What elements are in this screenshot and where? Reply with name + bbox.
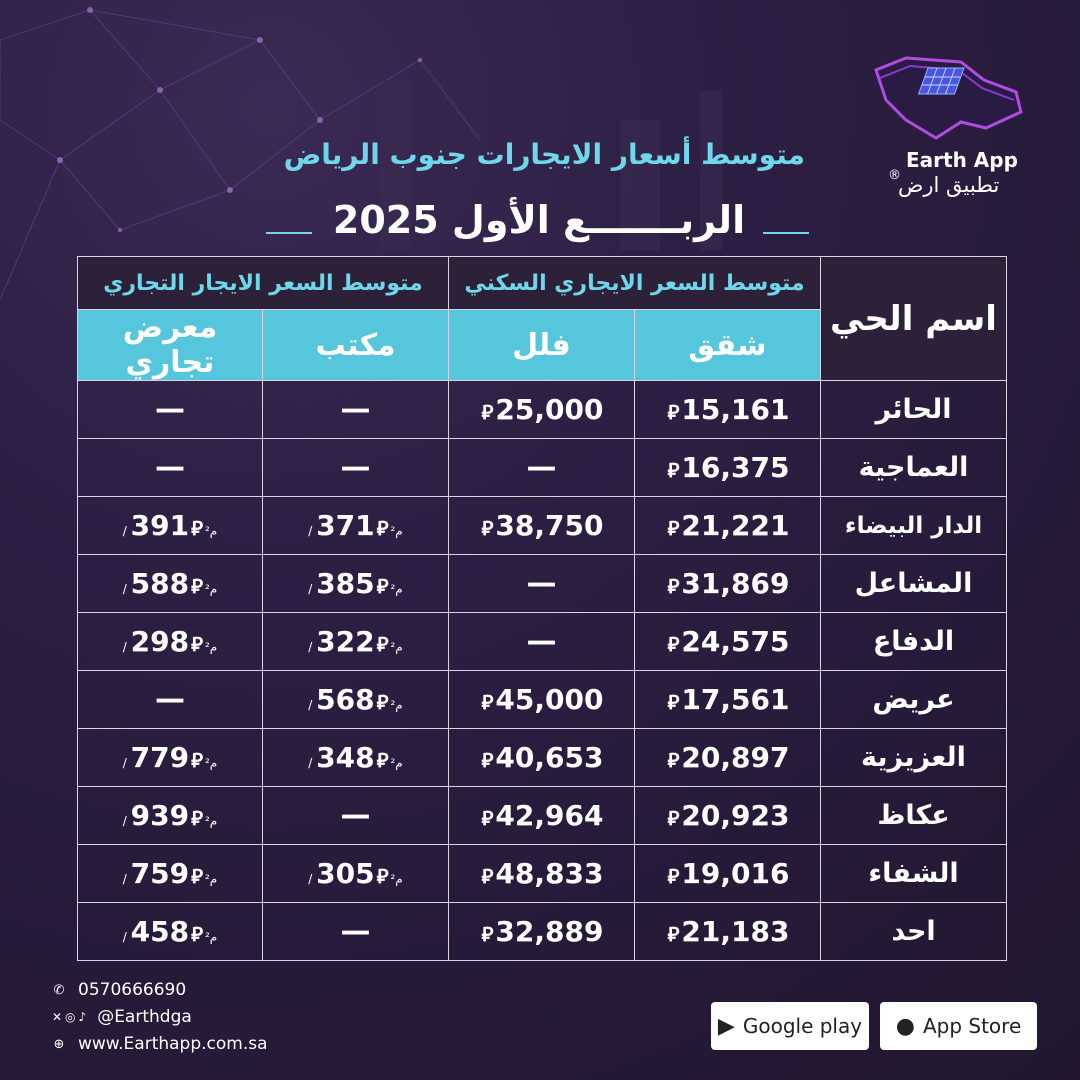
villas-column-header: فلل: [449, 310, 635, 381]
riyal-currency-icon: ⃁: [667, 806, 680, 830]
neighborhood-name-header: اسم الحي: [821, 257, 1007, 381]
price-value: 32,889: [495, 915, 604, 948]
registered-mark: ®: [888, 168, 901, 183]
app-store-label: App Store: [922, 1014, 1022, 1038]
price-value: 322: [316, 625, 375, 658]
neighborhood-name: عريض: [821, 671, 1007, 729]
table-row: [78, 787, 1007, 845]
neighborhood-name: الدار البيضاء: [821, 497, 1007, 555]
riyal-currency-icon: ⃁: [667, 574, 680, 598]
riyal-currency-icon: ⃁: [376, 690, 389, 714]
showroom-price: [78, 613, 263, 671]
apartments-price: [635, 555, 821, 613]
neighborhood-name: الحائر: [821, 381, 1007, 439]
subtitle-block: [266, 198, 811, 250]
subtitle-rule-right: [763, 232, 809, 234]
price-value: 24,575: [681, 625, 790, 658]
showroom-no-data: —: [78, 439, 263, 497]
villas-price: [449, 381, 635, 439]
price-value: 305: [316, 857, 375, 890]
table-row: [78, 439, 1007, 497]
contact-social: [52, 1007, 192, 1027]
price-value: 20,923: [681, 799, 790, 832]
price-value: 17,561: [681, 683, 790, 716]
neighborhood-name: الشفاء: [821, 845, 1007, 903]
apartments-price: [635, 439, 821, 497]
apartments-price: [635, 845, 821, 903]
office-no-data: —: [263, 787, 449, 845]
riyal-currency-icon: ⃁: [376, 864, 389, 888]
apartments-price: [635, 613, 821, 671]
riyal-currency-icon: ⃁: [667, 690, 680, 714]
price-value: 759: [130, 857, 190, 890]
showroom-price: [78, 845, 263, 903]
price-value: 21,183: [681, 915, 790, 948]
riyal-currency-icon: ⃁: [667, 922, 680, 946]
price-value: 48,833: [495, 857, 604, 890]
contact-phone: [52, 980, 186, 1000]
riyal-currency-icon: ⃁: [481, 690, 494, 714]
villas-price: [449, 497, 635, 555]
office-no-data: —: [263, 903, 449, 961]
per-sqm-unit: / م²: [122, 814, 218, 828]
riyal-currency-icon: ⃁: [191, 748, 203, 772]
table-row: [78, 381, 1007, 439]
price-value: 16,375: [681, 451, 790, 484]
price-value: 348: [316, 741, 375, 774]
phone-number: 0570666690: [78, 980, 187, 1000]
office-no-data: —: [263, 381, 449, 439]
apple-icon: ●: [895, 1013, 915, 1039]
per-sqm-unit: / م²: [308, 640, 403, 654]
earth-app-logo: [866, 50, 1026, 200]
riyal-currency-icon: ⃁: [667, 458, 680, 482]
social-handle: @Earthdga: [97, 1007, 192, 1027]
table-row: [78, 497, 1007, 555]
page-title: متوسط أسعار الايجارات جنوب الرياض: [283, 138, 805, 171]
per-sqm-unit: / م²: [308, 872, 403, 886]
table-row: [78, 729, 1007, 787]
price-value: 38,750: [495, 509, 604, 542]
price-value: 588: [130, 567, 190, 600]
google-play-icon: ▶: [717, 1013, 735, 1039]
per-sqm-unit: / م²: [308, 582, 403, 596]
price-value: 568: [316, 683, 375, 716]
price-value: 45,000: [495, 683, 604, 716]
price-value: 40,653: [495, 741, 604, 774]
riyal-currency-icon: ⃁: [376, 632, 389, 656]
showroom-price: [78, 729, 263, 787]
riyal-currency-icon: ⃁: [481, 864, 494, 888]
office-price: [263, 555, 449, 613]
price-value: 21,221: [681, 509, 790, 542]
riyal-currency-icon: ⃁: [667, 864, 680, 888]
riyal-currency-icon: ⃁: [481, 400, 494, 424]
office-price: [263, 729, 449, 787]
rent-prices-table: [77, 256, 1007, 961]
showroom-price: [78, 787, 263, 845]
apartments-price: [635, 787, 821, 845]
per-sqm-unit: / م²: [122, 524, 218, 538]
showroom-column-header: معرض تجاري: [78, 310, 263, 381]
showroom-price: [78, 497, 263, 555]
villas-price: [449, 671, 635, 729]
apartments-column-header: شقق: [635, 310, 821, 381]
per-sqm-unit: / م²: [308, 698, 403, 712]
price-value: 15,161: [681, 393, 790, 426]
riyal-currency-icon: ⃁: [481, 922, 494, 946]
table-row: [78, 671, 1007, 729]
price-value: 298: [130, 625, 190, 658]
riyal-currency-icon: ⃁: [667, 632, 680, 656]
office-column-header: مكتب: [263, 310, 449, 381]
riyal-currency-icon: ⃁: [191, 516, 203, 540]
riyal-currency-icon: ⃁: [191, 922, 203, 946]
neighborhood-name: احد: [821, 903, 1007, 961]
saudi-map-logo-icon: [866, 50, 1026, 145]
neighborhood-name: عكاظ: [821, 787, 1007, 845]
page-subtitle: الربـــــــع الأول 2025: [332, 198, 746, 242]
neighborhood-name: الدفاع: [821, 613, 1007, 671]
table-row: [78, 903, 1007, 961]
per-sqm-unit: / م²: [122, 930, 218, 944]
apartments-price: [635, 671, 821, 729]
website-link[interactable]: www.Earthapp.com.sa: [78, 1034, 268, 1054]
table-row: [78, 845, 1007, 903]
price-value: 42,964: [495, 799, 604, 832]
residential-rent-header: متوسط السعر الايجاري السكني: [449, 257, 821, 310]
apartments-price: [635, 497, 821, 555]
price-value: 939: [130, 799, 190, 832]
apartments-price: [635, 729, 821, 787]
riyal-currency-icon: ⃁: [376, 574, 389, 598]
table-row: [78, 555, 1007, 613]
price-value: 391: [130, 509, 190, 542]
showroom-price: [78, 555, 263, 613]
per-sqm-unit: / م²: [122, 582, 218, 596]
office-price: [263, 845, 449, 903]
riyal-currency-icon: ⃁: [481, 516, 494, 540]
riyal-currency-icon: ⃁: [481, 748, 494, 772]
google-play-button[interactable]: [711, 1002, 869, 1050]
price-value: 20,897: [681, 741, 790, 774]
price-value: 385: [316, 567, 375, 600]
villas-price: [449, 729, 635, 787]
office-price: [263, 497, 449, 555]
riyal-currency-icon: ⃁: [667, 400, 680, 424]
office-price: [263, 671, 449, 729]
riyal-currency-icon: ⃁: [376, 748, 389, 772]
riyal-currency-icon: ⃁: [191, 864, 203, 888]
google-play-label: Google play: [742, 1014, 863, 1038]
riyal-currency-icon: ⃁: [191, 632, 203, 656]
per-sqm-unit: / م²: [308, 524, 403, 538]
riyal-currency-icon: ⃁: [191, 574, 203, 598]
per-sqm-unit: / م²: [122, 756, 218, 770]
showroom-no-data: —: [78, 381, 263, 439]
riyal-currency-icon: ⃁: [481, 806, 494, 830]
villas-no-data: —: [449, 555, 635, 613]
showroom-price: [78, 903, 263, 961]
contact-website: [52, 1034, 268, 1054]
globe-icon: ⊕: [53, 1036, 65, 1052]
riyal-currency-icon: ⃁: [667, 748, 680, 772]
riyal-currency-icon: ⃁: [376, 516, 389, 540]
social-icons: ✕◎♪: [52, 1010, 90, 1024]
per-sqm-unit: / م²: [308, 756, 403, 770]
apartments-price: [635, 381, 821, 439]
neighborhood-name: العماجية: [821, 439, 1007, 497]
commercial-rent-header: متوسط السعر الايجار التجاري: [78, 257, 449, 310]
villas-price: [449, 903, 635, 961]
riyal-currency-icon: ⃁: [191, 806, 203, 830]
brand-name-ar: تطبيق ارض: [898, 173, 1000, 197]
table-row: [78, 613, 1007, 671]
apartments-price: [635, 903, 821, 961]
villas-no-data: —: [449, 439, 635, 497]
price-value: 31,869: [681, 567, 790, 600]
app-store-button[interactable]: [880, 1002, 1037, 1050]
villas-price: [449, 845, 635, 903]
price-value: 19,016: [681, 857, 790, 890]
whatsapp-icon: ✆: [53, 982, 65, 998]
showroom-no-data: —: [78, 671, 263, 729]
per-sqm-unit: / م²: [122, 640, 218, 654]
price-value: 779: [130, 741, 190, 774]
riyal-currency-icon: ⃁: [667, 516, 680, 540]
villas-price: [449, 787, 635, 845]
brand-name-en: Earth App: [906, 148, 1018, 172]
office-no-data: —: [263, 439, 449, 497]
price-value: 371: [316, 509, 375, 542]
price-value: 458: [130, 915, 190, 948]
office-price: [263, 613, 449, 671]
price-value: 25,000: [495, 393, 604, 426]
neighborhood-name: العزيزية: [821, 729, 1007, 787]
per-sqm-unit: / م²: [122, 872, 218, 886]
villas-no-data: —: [449, 613, 635, 671]
subtitle-rule-left: [266, 232, 312, 234]
neighborhood-name: المشاعل: [821, 555, 1007, 613]
